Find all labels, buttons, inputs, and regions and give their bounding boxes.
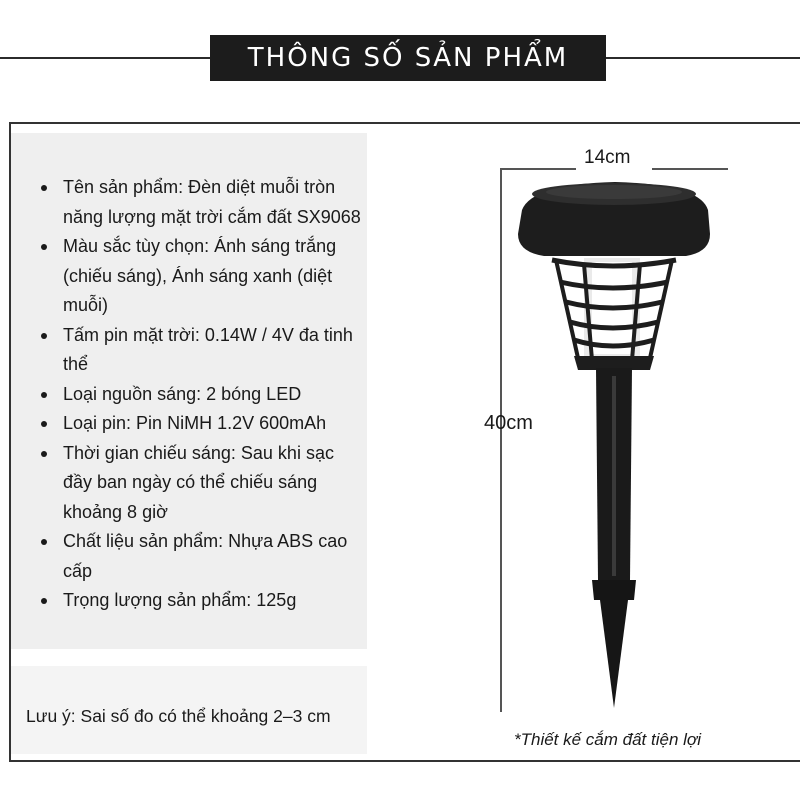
spec-item-solar-panel: Tấm pin mặt trời: 0.14W / 4V đa tinh thể [41,321,367,380]
height-label: 40cm [484,412,533,434]
spec-list [11,133,367,616]
page-title: THÔNG SỐ SẢN PHẨM [210,35,606,81]
spec-item-product-name: Tên sản phẩm: Đèn diệt muỗi tròn năng lượng mặt trời cắm đất SX9068 [41,173,367,232]
top-divider-left [0,57,210,59]
product-caption: *Thiết kế cắm đất tiện lợi [514,730,701,749]
top-divider-right [606,57,800,59]
spec-item-battery: Loại pin: Pin NiMH 1.2V 600mAh [41,409,367,439]
measurement-note: Lưu ý: Sai số đo có thể khoảng 2–3 cm [26,706,331,726]
solar-mosquito-lamp-icon [500,170,740,715]
width-label: 14cm [584,147,631,168]
note-panel [11,666,367,754]
spec-panel [11,133,367,649]
spec-item-light-source: Loại nguồn sáng: 2 bóng LED [41,380,367,410]
spec-item-lighting-time: Thời gian chiếu sáng: Sau khi sạc đầy ban ngày có thể chiếu sáng khoảng 8 giờ [41,439,367,528]
spec-item-material: Chất liệu sản phẩm: Nhựa ABS cao cấp [41,527,367,586]
spec-item-color-options: Màu sắc tùy chọn: Ánh sáng trắng (chiếu sáng), Ánh sáng xanh (diệt muỗi) [41,232,367,321]
spec-item-weight: Trọng lượng sản phẩm: 125g [41,586,367,616]
